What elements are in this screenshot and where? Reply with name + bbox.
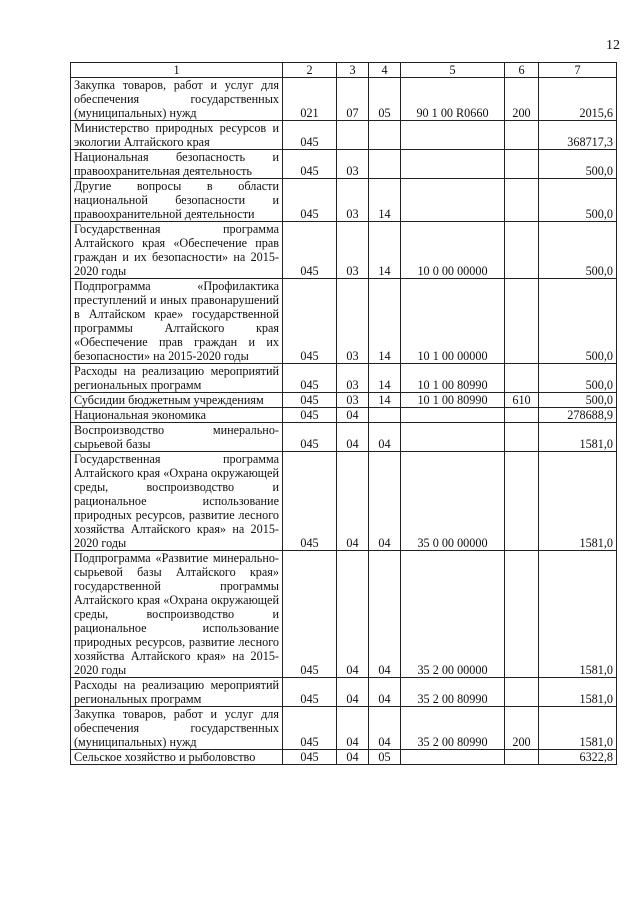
cell-ministry-code: 045 bbox=[283, 364, 337, 393]
cell-expense-type-code bbox=[505, 364, 539, 393]
table-row bbox=[71, 678, 617, 707]
cell-name: Национальная безопасность и правоохранительная деятельность bbox=[71, 150, 283, 179]
cell-target-code: 35 2 00 00000 bbox=[401, 551, 505, 678]
cell-amount: 6322,8 bbox=[539, 750, 617, 765]
cell-subsection-code: 05 bbox=[369, 78, 401, 121]
cell-expense-type-code: 200 bbox=[505, 78, 539, 121]
cell-subsection-code: 04 bbox=[369, 423, 401, 452]
cell-target-code bbox=[401, 750, 505, 765]
cell-subsection-code bbox=[369, 408, 401, 423]
table-row bbox=[71, 179, 617, 222]
cell-name: Другие вопросы в области национальной безопасности и правоохранительной деятельности bbox=[71, 179, 283, 222]
cell-target-code: 10 1 00 80990 bbox=[401, 364, 505, 393]
cell-expense-type-code bbox=[505, 551, 539, 678]
table-row bbox=[71, 551, 617, 678]
cell-section-code: 04 bbox=[337, 551, 369, 678]
table-row bbox=[71, 423, 617, 452]
cell-expense-type-code bbox=[505, 452, 539, 551]
cell-ministry-code: 045 bbox=[283, 222, 337, 279]
cell-ministry-code: 045 bbox=[283, 408, 337, 423]
cell-expense-type-code bbox=[505, 678, 539, 707]
cell-name: Расходы на реализацию мероприятий региональных программ bbox=[71, 678, 283, 707]
table-row bbox=[71, 222, 617, 279]
table-row bbox=[71, 750, 617, 765]
cell-subsection-code: 14 bbox=[369, 279, 401, 364]
cell-ministry-code: 045 bbox=[283, 179, 337, 222]
cell-name: Закупка товаров, работ и услуг для обеспечения государственных (муниципальных) нужд bbox=[71, 707, 283, 750]
cell-name: Закупка товаров, работ и услуг для обеспечения государственных (муниципальных) нужд bbox=[71, 78, 283, 121]
cell-section-code: 04 bbox=[337, 678, 369, 707]
cell-subsection-code: 04 bbox=[369, 551, 401, 678]
cell-ministry-code: 045 bbox=[283, 707, 337, 750]
cell-ministry-code: 021 bbox=[283, 78, 337, 121]
table-row bbox=[71, 279, 617, 364]
cell-ministry-code: 045 bbox=[283, 452, 337, 551]
cell-ministry-code: 045 bbox=[283, 551, 337, 678]
cell-ministry-code: 045 bbox=[283, 279, 337, 364]
cell-ministry-code: 045 bbox=[283, 393, 337, 408]
table-row bbox=[71, 707, 617, 750]
cell-expense-type-code bbox=[505, 150, 539, 179]
cell-target-code bbox=[401, 408, 505, 423]
table-row bbox=[71, 78, 617, 121]
cell-amount: 500,0 bbox=[539, 279, 617, 364]
table-row bbox=[71, 452, 617, 551]
cell-ministry-code: 045 bbox=[283, 678, 337, 707]
cell-expense-type-code: 610 bbox=[505, 393, 539, 408]
cell-subsection-code: 14 bbox=[369, 364, 401, 393]
cell-amount: 500,0 bbox=[539, 393, 617, 408]
cell-section-code: 03 bbox=[337, 279, 369, 364]
cell-name: Государственная программа Алтайского края «Обеспечение прав граждан и их безопасности» на 2015-2020 годы bbox=[71, 222, 283, 279]
cell-ministry-code: 045 bbox=[283, 150, 337, 179]
cell-name: Расходы на реализацию мероприятий региональных программ bbox=[71, 364, 283, 393]
cell-subsection-code bbox=[369, 150, 401, 179]
cell-section-code: 03 bbox=[337, 222, 369, 279]
cell-subsection-code: 05 bbox=[369, 750, 401, 765]
cell-amount: 1581,0 bbox=[539, 551, 617, 678]
cell-amount: 2015,6 bbox=[539, 78, 617, 121]
cell-subsection-code: 14 bbox=[369, 179, 401, 222]
cell-section-code: 04 bbox=[337, 707, 369, 750]
header-cell-target: 5 bbox=[401, 63, 505, 78]
cell-name: Подпрограмма «Профилактика преступлений и иных правонарушений в Алтайском крае» государственной программы Алтайского края «Обеспечение прав граждан и их безопасности» на 2015-2020 годы bbox=[71, 279, 283, 364]
cell-target-code: 90 1 00 R0660 bbox=[401, 78, 505, 121]
header-cell-subsection: 4 bbox=[369, 63, 401, 78]
cell-target-code: 10 1 00 80990 bbox=[401, 393, 505, 408]
table-row bbox=[71, 364, 617, 393]
table-row bbox=[71, 150, 617, 179]
cell-amount: 368717,3 bbox=[539, 121, 617, 150]
cell-section-code: 04 bbox=[337, 423, 369, 452]
header-cell-section: 3 bbox=[337, 63, 369, 78]
cell-target-code: 10 1 00 00000 bbox=[401, 279, 505, 364]
cell-section-code: 03 bbox=[337, 393, 369, 408]
cell-amount: 278688,9 bbox=[539, 408, 617, 423]
cell-section-code: 04 bbox=[337, 408, 369, 423]
cell-target-code bbox=[401, 423, 505, 452]
cell-name: Субсидии бюджетным учреждениям bbox=[71, 393, 283, 408]
cell-name: Министерство природных ресурсов и экологии Алтайского края bbox=[71, 121, 283, 150]
cell-target-code: 35 0 00 00000 bbox=[401, 452, 505, 551]
cell-section-code: 03 bbox=[337, 179, 369, 222]
cell-section-code: 04 bbox=[337, 750, 369, 765]
cell-expense-type-code bbox=[505, 179, 539, 222]
cell-expense-type-code bbox=[505, 750, 539, 765]
cell-section-code bbox=[337, 121, 369, 150]
cell-ministry-code: 045 bbox=[283, 121, 337, 150]
cell-amount: 1581,0 bbox=[539, 678, 617, 707]
cell-amount: 1581,0 bbox=[539, 423, 617, 452]
cell-section-code: 04 bbox=[337, 452, 369, 551]
cell-target-code bbox=[401, 179, 505, 222]
cell-name: Воспроизводство минерально-сырьевой базы bbox=[71, 423, 283, 452]
header-row bbox=[71, 63, 617, 78]
cell-expense-type-code bbox=[505, 279, 539, 364]
cell-expense-type-code bbox=[505, 222, 539, 279]
cell-subsection-code: 14 bbox=[369, 393, 401, 408]
cell-target-code: 35 2 00 80990 bbox=[401, 678, 505, 707]
cell-subsection-code bbox=[369, 121, 401, 150]
cell-subsection-code: 04 bbox=[369, 707, 401, 750]
header-cell-name: 1 bbox=[71, 63, 283, 78]
header-cell-expense-type: 6 bbox=[505, 63, 539, 78]
cell-expense-type-code bbox=[505, 423, 539, 452]
header-cell-ministry: 2 bbox=[283, 63, 337, 78]
cell-subsection-code: 04 bbox=[369, 678, 401, 707]
cell-ministry-code: 045 bbox=[283, 750, 337, 765]
cell-amount: 500,0 bbox=[539, 179, 617, 222]
cell-name: Национальная экономика bbox=[71, 408, 283, 423]
cell-target-code: 10 0 00 00000 bbox=[401, 222, 505, 279]
cell-expense-type-code: 200 bbox=[505, 707, 539, 750]
table-row bbox=[71, 121, 617, 150]
cell-section-code: 03 bbox=[337, 364, 369, 393]
cell-expense-type-code bbox=[505, 408, 539, 423]
cell-ministry-code: 045 bbox=[283, 423, 337, 452]
cell-name: Сельское хозяйство и рыболовство bbox=[71, 750, 283, 765]
cell-amount: 500,0 bbox=[539, 364, 617, 393]
cell-amount: 500,0 bbox=[539, 222, 617, 279]
cell-subsection-code: 14 bbox=[369, 222, 401, 279]
cell-expense-type-code bbox=[505, 121, 539, 150]
cell-section-code: 07 bbox=[337, 78, 369, 121]
table-row bbox=[71, 393, 617, 408]
cell-amount: 1581,0 bbox=[539, 707, 617, 750]
cell-subsection-code: 04 bbox=[369, 452, 401, 551]
cell-name: Подпрограмма «Развитие минерально-сырьевой базы Алтайского края» государственной программы Алтайского края «Охрана окружающей среды, воспроизводство и рациональное использование природных ресурсов, развитие лесного хозяйства Алтайского края» на 2015-2020 годы bbox=[71, 551, 283, 678]
cell-section-code: 03 bbox=[337, 150, 369, 179]
cell-amount: 500,0 bbox=[539, 150, 617, 179]
cell-target-code: 35 2 00 80990 bbox=[401, 707, 505, 750]
cell-amount: 1581,0 bbox=[539, 452, 617, 551]
cell-target-code bbox=[401, 121, 505, 150]
cell-name: Государственная программа Алтайского края «Охрана окружающей среды, воспроизводство и рациональное использование природных ресурсов, развитие лесного хозяйства Алтайского края» на 2015-2020 годы bbox=[71, 452, 283, 551]
table-row bbox=[71, 408, 617, 423]
page-number: 12 bbox=[606, 38, 620, 53]
header-cell-amount: 7 bbox=[539, 63, 617, 78]
cell-target-code bbox=[401, 150, 505, 179]
budget-table bbox=[70, 62, 617, 765]
